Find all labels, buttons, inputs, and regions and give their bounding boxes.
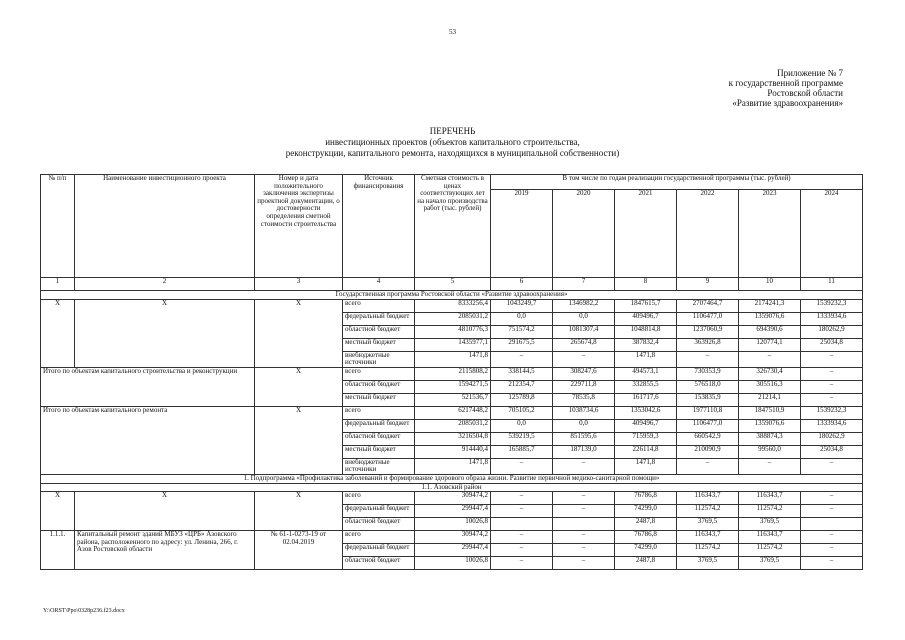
value-cell: 751574,2 <box>491 325 553 338</box>
value-cell: 1081307,4 <box>553 325 615 338</box>
funding-source: областной бюджет <box>343 557 415 570</box>
funding-source: всего <box>343 531 415 544</box>
value-cell: 363926,8 <box>677 338 739 351</box>
value-cell: – <box>801 531 863 544</box>
value-cell: 2174241,3 <box>739 299 801 312</box>
table-row <box>41 299 863 312</box>
value-cell: 1333934,6 <box>801 419 863 432</box>
value-cell: 3769,5 <box>739 518 801 531</box>
project-name: Х <box>75 299 255 367</box>
table-row <box>41 531 863 544</box>
value-cell: 1333934,6 <box>801 312 863 325</box>
value-cell: 730353,9 <box>677 367 739 380</box>
value-cell: 4810776,3 <box>415 325 491 338</box>
header-years-group: В том числе по годам реализации государственной программы (тыс. рублей) <box>491 175 863 190</box>
value-cell: – <box>553 492 615 505</box>
funding-source: федеральный бюджет <box>343 544 415 557</box>
title-line: реконструкции, капитального ремонта, находящихся в муниципальной собственности) <box>285 148 620 158</box>
value-cell: – <box>491 544 553 557</box>
funding-source: областной бюджет <box>343 325 415 338</box>
value-cell: 1353042,6 <box>615 406 677 419</box>
value-cell: – <box>491 505 553 518</box>
header-source: Источник финансирования <box>343 175 415 278</box>
header-row <box>41 175 863 190</box>
value-cell: 305516,3 <box>739 380 801 393</box>
value-cell: – <box>553 505 615 518</box>
value-cell: 2707464,7 <box>677 299 739 312</box>
value-cell: – <box>801 393 863 406</box>
expertise-cell: Х <box>255 492 343 531</box>
value-cell: 332855,5 <box>615 380 677 393</box>
col-number: 2 <box>75 278 255 291</box>
document-title <box>0 126 905 159</box>
value-cell: 1847510,9 <box>739 406 801 419</box>
funding-source: всего <box>343 367 415 380</box>
value-cell: 2487,8 <box>615 518 677 531</box>
value-cell: 660542,9 <box>677 432 739 445</box>
funding-source: областной бюджет <box>343 380 415 393</box>
value-cell: – <box>553 531 615 544</box>
value-cell: – <box>491 351 553 367</box>
value-cell: – <box>801 492 863 505</box>
value-cell: 494573,1 <box>615 367 677 380</box>
col-number: 7 <box>553 278 615 291</box>
header-name: Наименование инвестиционного проекта <box>75 175 255 278</box>
value-cell: 1539232,3 <box>801 406 863 419</box>
value-cell: 74299,0 <box>615 544 677 557</box>
value-cell: – <box>801 458 863 474</box>
header-year: 2021 <box>615 190 677 278</box>
value-cell: 112574,2 <box>739 544 801 557</box>
value-cell: – <box>553 544 615 557</box>
value-cell: 2115808,2 <box>415 367 491 380</box>
value-cell: 299447,4 <box>415 544 491 557</box>
header-year: 2019 <box>491 190 553 278</box>
value-cell: 226114,8 <box>615 445 677 458</box>
value-cell: 120774,1 <box>739 338 801 351</box>
value-cell: 387832,4 <box>615 338 677 351</box>
value-cell: 1359076,6 <box>739 312 801 325</box>
subprogram-title: 1. Подпрограмма «Профилактика заболеваний и формирование здорового образа жизни. Развитие первичной медико-санитарной помощи» <box>41 474 863 483</box>
value-cell: 1048814,8 <box>615 325 677 338</box>
appendix-note <box>623 68 843 108</box>
appendix-line: «Развитие здравоохранения» <box>732 98 843 108</box>
funding-source: местный бюджет <box>343 338 415 351</box>
subprogram-title-row <box>41 474 863 483</box>
value-cell: 576518,0 <box>677 380 739 393</box>
value-cell: 10026,8 <box>415 557 491 570</box>
value-cell: 1977110,8 <box>677 406 739 419</box>
value-cell: 8333256,4 <box>415 299 491 312</box>
value-cell: – <box>801 544 863 557</box>
funding-source: внебюджетные источники <box>343 351 415 367</box>
value-cell: – <box>801 367 863 380</box>
expertise-cell: Х <box>255 367 343 406</box>
value-cell: 161717,6 <box>615 393 677 406</box>
col-number: 9 <box>677 278 739 291</box>
value-cell: – <box>491 492 553 505</box>
col-number: 11 <box>801 278 863 291</box>
value-cell: 1539232,3 <box>801 299 863 312</box>
value-cell: – <box>739 351 801 367</box>
value-cell: 112574,2 <box>739 505 801 518</box>
value-cell: 165885,7 <box>491 445 553 458</box>
value-cell: – <box>491 531 553 544</box>
value-cell: 1847615,7 <box>615 299 677 312</box>
value-cell: 409496,7 <box>615 312 677 325</box>
value-cell: 210090,9 <box>677 445 739 458</box>
header-num: № п/п <box>41 175 75 278</box>
col-number: 10 <box>739 278 801 291</box>
expertise-cell: Х <box>255 406 343 474</box>
value-cell: 1359076,6 <box>739 419 801 432</box>
appendix-line: к государственной программе <box>728 78 843 88</box>
expertise-cell: Х <box>255 299 343 367</box>
value-cell: 309474,2 <box>415 531 491 544</box>
value-cell: 715959,3 <box>615 432 677 445</box>
row-number: Х <box>41 492 75 531</box>
value-cell: 153835,9 <box>677 393 739 406</box>
header-year: 2020 <box>553 190 615 278</box>
value-cell: 3216504,8 <box>415 432 491 445</box>
program-title: Государственная программа Ростовской области «Развитие здравоохранения» <box>41 291 863 300</box>
header-year: 2024 <box>801 190 863 278</box>
value-cell: – <box>801 557 863 570</box>
value-cell: – <box>677 351 739 367</box>
title-line: инвестиционных проектов (объектов капитального строительства, <box>325 137 580 147</box>
funding-source: федеральный бюджет <box>343 312 415 325</box>
value-cell: – <box>491 557 553 570</box>
value-cell: 116343,7 <box>739 531 801 544</box>
value-cell: 78535,8 <box>553 393 615 406</box>
funding-source: областной бюджет <box>343 432 415 445</box>
appendix-line: Приложение № 7 <box>777 68 843 78</box>
value-cell: 0,0 <box>491 419 553 432</box>
funding-source: местный бюджет <box>343 445 415 458</box>
project-name: Х <box>75 492 255 531</box>
row-number: Х <box>41 299 75 367</box>
value-cell: 212354,7 <box>491 380 553 393</box>
project-name: Капитальный ремонт зданий МБУЗ «ЦРБ» Азовского района, расположенного по адресу: ул. Ленина, 266, г. Азов Ростовской области <box>75 531 255 570</box>
program-title-row <box>41 291 863 300</box>
value-cell: 180262,9 <box>801 325 863 338</box>
header-expertise: Номер и дата положительного заключения экспертизы проектной документации, о достоверности определения сметной стоимости строительства <box>255 175 343 278</box>
value-cell: 116343,7 <box>677 531 739 544</box>
value-cell: 521536,7 <box>415 393 491 406</box>
value-cell: 1435977,1 <box>415 338 491 351</box>
value-cell: 1038734,6 <box>553 406 615 419</box>
value-cell: 388874,3 <box>739 432 801 445</box>
value-cell: 326730,4 <box>739 367 801 380</box>
value-cell: 409496,7 <box>615 419 677 432</box>
value-cell: 1471,8 <box>615 351 677 367</box>
value-cell: 229711,8 <box>553 380 615 393</box>
title-line: ПЕРЕЧЕНЬ <box>429 126 476 136</box>
table-row <box>41 492 863 505</box>
value-cell: 1043249,7 <box>491 299 553 312</box>
value-cell: 1106477,0 <box>677 419 739 432</box>
value-cell: 3769,5 <box>677 518 739 531</box>
value-cell: 74299,0 <box>615 505 677 518</box>
col-number: 4 <box>343 278 415 291</box>
value-cell: 125789,8 <box>491 393 553 406</box>
value-cell: 851595,6 <box>553 432 615 445</box>
value-cell: 99560,0 <box>739 445 801 458</box>
value-cell: 1471,8 <box>415 351 491 367</box>
page-number: 53 <box>449 28 456 36</box>
funding-source: федеральный бюджет <box>343 419 415 432</box>
value-cell: 338144,5 <box>491 367 553 380</box>
value-cell: 25034,8 <box>801 445 863 458</box>
table-row <box>41 406 863 419</box>
value-cell: 705105,2 <box>491 406 553 419</box>
value-cell: 112574,2 <box>677 544 739 557</box>
column-number-row <box>41 278 863 291</box>
header-cost: Сметная стоимость в ценах соответствующих лет на начало производства работ (тыс. рублей) <box>415 175 491 278</box>
header-year: 2023 <box>739 190 801 278</box>
value-cell: – <box>739 458 801 474</box>
value-cell: 25034,8 <box>801 338 863 351</box>
district-title-row <box>41 483 863 492</box>
value-cell: 10026,8 <box>415 518 491 531</box>
value-cell: 299447,4 <box>415 505 491 518</box>
value-cell: 3769,5 <box>739 557 801 570</box>
value-cell <box>801 518 863 531</box>
value-cell: – <box>553 458 615 474</box>
value-cell: 180262,9 <box>801 432 863 445</box>
value-cell: 694390,6 <box>739 325 801 338</box>
value-cell: 1346982,2 <box>553 299 615 312</box>
col-number: 5 <box>415 278 491 291</box>
table-row <box>41 367 863 380</box>
district-title: 1.1. Азовский район <box>41 483 863 492</box>
file-path-footer: Y:\ORST\Ppo\0328p236.f23.docx <box>43 608 125 614</box>
value-cell: 2487,8 <box>615 557 677 570</box>
project-name: Итого по объектам капитального ремонта <box>41 406 255 474</box>
value-cell: 1237060,9 <box>677 325 739 338</box>
value-cell: 0,0 <box>491 312 553 325</box>
value-cell: – <box>801 505 863 518</box>
funding-source: местный бюджет <box>343 393 415 406</box>
value-cell: 309474,2 <box>415 492 491 505</box>
value-cell: 914440,4 <box>415 445 491 458</box>
col-number: 3 <box>255 278 343 291</box>
funding-source: всего <box>343 406 415 419</box>
value-cell: 265674,8 <box>553 338 615 351</box>
value-cell <box>491 518 553 531</box>
value-cell: – <box>801 380 863 393</box>
value-cell: 2085031,2 <box>415 419 491 432</box>
expertise-cell: № 61-1-0273-19 от 02.04.2019 <box>255 531 343 570</box>
value-cell: – <box>553 557 615 570</box>
value-cell: – <box>491 458 553 474</box>
funding-source: федеральный бюджет <box>343 505 415 518</box>
value-cell: 308247,6 <box>553 367 615 380</box>
value-cell: 1471,8 <box>615 458 677 474</box>
value-cell: 0,0 <box>553 419 615 432</box>
value-cell: 1471,8 <box>415 458 491 474</box>
value-cell: 539219,5 <box>491 432 553 445</box>
row-number: 1.1.1. <box>41 531 75 570</box>
appendix-line: Ростовской области <box>767 88 843 98</box>
value-cell: – <box>801 351 863 367</box>
value-cell: – <box>553 351 615 367</box>
col-number: 8 <box>615 278 677 291</box>
header-year: 2022 <box>677 190 739 278</box>
investment-projects-table <box>40 174 863 570</box>
col-number: 6 <box>491 278 553 291</box>
value-cell <box>553 518 615 531</box>
value-cell: 6217448,2 <box>415 406 491 419</box>
value-cell: 1594271,5 <box>415 380 491 393</box>
value-cell: 291675,5 <box>491 338 553 351</box>
funding-source: внебюджетные источники <box>343 458 415 474</box>
funding-source: областной бюджет <box>343 518 415 531</box>
value-cell: 76786,8 <box>615 531 677 544</box>
value-cell: 21214,1 <box>739 393 801 406</box>
value-cell: 76786,8 <box>615 492 677 505</box>
funding-source: всего <box>343 492 415 505</box>
value-cell: 112574,2 <box>677 505 739 518</box>
value-cell: – <box>677 458 739 474</box>
value-cell: 2085031,2 <box>415 312 491 325</box>
funding-source: всего <box>343 299 415 312</box>
value-cell: 116343,7 <box>739 492 801 505</box>
value-cell: 1106477,0 <box>677 312 739 325</box>
project-name: Итого по объектам капитального строительства и реконструкции <box>41 367 255 406</box>
col-number: 1 <box>41 278 75 291</box>
value-cell: 116343,7 <box>677 492 739 505</box>
value-cell: 0,0 <box>553 312 615 325</box>
value-cell: 187139,0 <box>553 445 615 458</box>
value-cell: 3769,5 <box>677 557 739 570</box>
